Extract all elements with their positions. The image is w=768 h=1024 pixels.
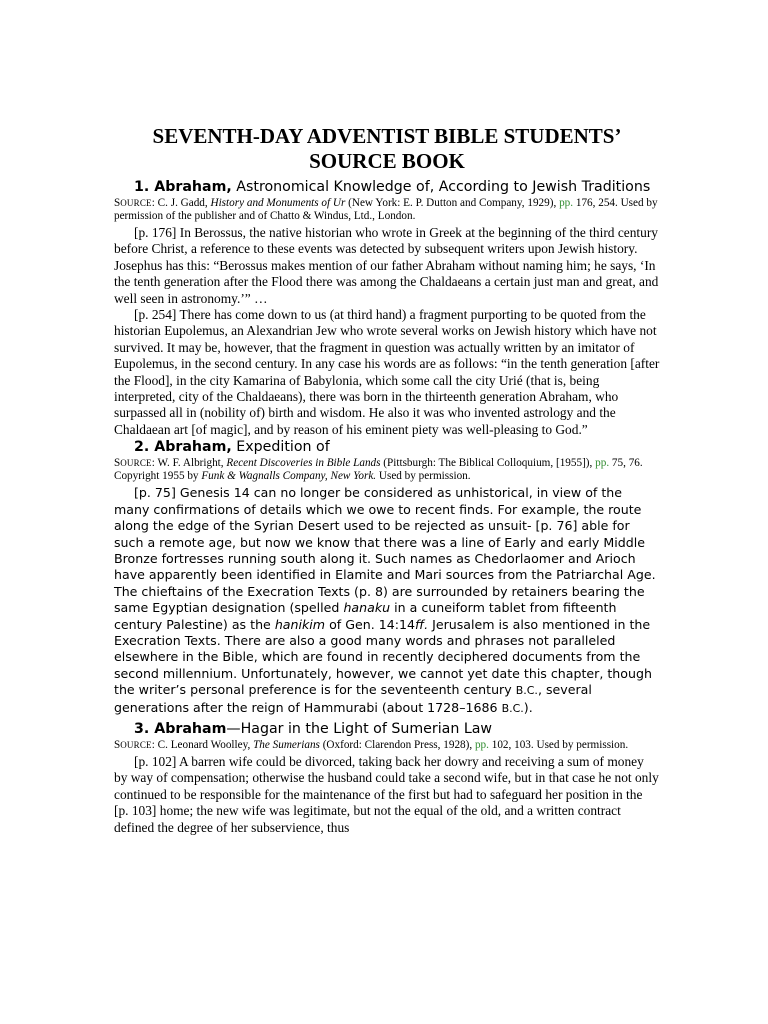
entry-heading: [114, 720, 660, 738]
quote-paragraph: [p. 75] Genesis 14 can no longer be considered as unhistorical, in view of the many confirmations of details which we owe to recent finds. For example, the route along the edge of the Syrian Desert used to be rejected as unsuit- [p. 76] able for such a remote age, but now we know that there was a line of Early and early Middle Bronze fortresses running south along it. Such names as Chedorlaomer and Arioch have apparently been identified in Elamite and Mari sources from the Patriarchal Age. The chieftains of the Execration Texts (p. 8) are surrounded by retainers bearing the same Egyptian designation (spelled hanaku in a cuneiform tablet from fifteenth century Palestine) as the hanikim of Gen. 14:14ff. Jerusalem is also mentioned in the Execration Texts. There are also a good many words and phrases not paralleled elsewhere in the Bible, which are found in recently deciphered documents from the second millennium. Unfortunately, however, we cannot yet date this chapter, though the writer’s personal preference is for the seventeenth century B.C., several generations after the reign of Hammurabi (about 1728–1686 B.C.).: [114, 485, 656, 715]
title-line-2: SOURCE BOOK: [309, 149, 465, 173]
entry-1: [114, 178, 660, 438]
entry-number: 3.: [134, 720, 150, 737]
source-book-title: History and Monuments of Ur: [210, 197, 346, 209]
entry-heading: [114, 178, 660, 196]
pages-link[interactable]: pp.: [559, 197, 574, 209]
quote-paragraph: [p. 254] There has come down to us (at third hand) a fragment purporting to be quoted from the historian Eupolemus, an Alexandrian Jew who wrote several works on Jewish history which have not survived. It may be, however, that the fragment in question was actually written by an imitator of Eupolemus, in the second century. In any case his words are as follows: “in the tenth generation [after the Flood], in the city Kamarina of Babylonia, which some call the city Urié (that is, being interpreted, city of the Chaldaeans), there was born in the thirteenth generation Abraham, who surpassed all in (nobility of) birth and wisdom. He also it was who invented astrology and the Chaldaean art [of magic], and by reason of his eminent piety was well-pleasing to God.”: [114, 307, 660, 437]
source-citation: SOURCE: W. F. Albright, Recent Discoveries in Bible Lands (Pittsburgh: The Biblical Colloquium, [1955]), pp. 75, 76. Copyright 1955 by Funk & Wagnalls Company, New York. Used by permission.: [114, 457, 643, 483]
entry-subtitle: Astronomical Knowledge of, According to Jewish Traditions: [236, 179, 651, 195]
source-book-title: The Sumerians: [253, 738, 320, 751]
pages-link[interactable]: pp.: [595, 457, 610, 470]
quote-paragraph: [p. 102] A barren wife could be divorced, taking back her dowry and receiving a sum of money by way of compensation; otherwise the husband could take a second wife, but in that case he not only continued to be responsible for the maintenance of the first but had to safeguard her position in the [p. 103] home; the new wife was legitimate, but not the equal of the old, and a written contract defined the degree of her subservience, thus: [114, 753, 659, 835]
entry-number: 1.: [134, 179, 150, 195]
source-citation: SOURCE: C. Leonard Woolley, The Sumerians (Oxford: Clarendon Press, 1928), pp. 102, 103. Used by permission.: [114, 738, 629, 751]
source-book-title: Recent Discoveries in Bible Lands: [226, 457, 381, 470]
entry-name: Abraham,: [154, 179, 232, 195]
source-citation: SOURCE: C. J. Gadd, History and Monuments of Ur (New York: E. P. Dutton and Company, 1929), pp. 176, 254. Used by permission of the publisher and of Chatto & Windus, Ltd., London.: [114, 197, 658, 222]
pages-link[interactable]: pp.: [474, 738, 489, 751]
quote-paragraph: [p. 176] In Berossus, the native historian who wrote in Greek at the beginning of the third century before Christ, a reference to these events was detected by subsequent writers upon Jewish history. Josephus has this: “Berossus makes mention of our father Abraham without naming him; he says, ‘In the tenth generation after the Flood there was among the Chaldaeans a certain just man and great, and well seen in astronomy.’” …: [114, 225, 659, 306]
title-line-1: SEVENTH-DAY ADVENTIST BIBLE STUDENTS’: [152, 124, 622, 148]
entry-3: [114, 720, 660, 836]
entry-name: Abraham: [154, 720, 227, 737]
entry-heading: [114, 438, 660, 456]
entry-subtitle: Expedition of: [236, 439, 330, 456]
document-page: [114, 124, 660, 836]
entry-name: Abraham,: [154, 439, 232, 456]
page-title: [114, 124, 660, 174]
entry-2: [114, 438, 660, 717]
entry-subtitle: —Hagar in the Light of Sumerian Law: [226, 720, 493, 737]
entry-number: 2.: [134, 439, 150, 456]
